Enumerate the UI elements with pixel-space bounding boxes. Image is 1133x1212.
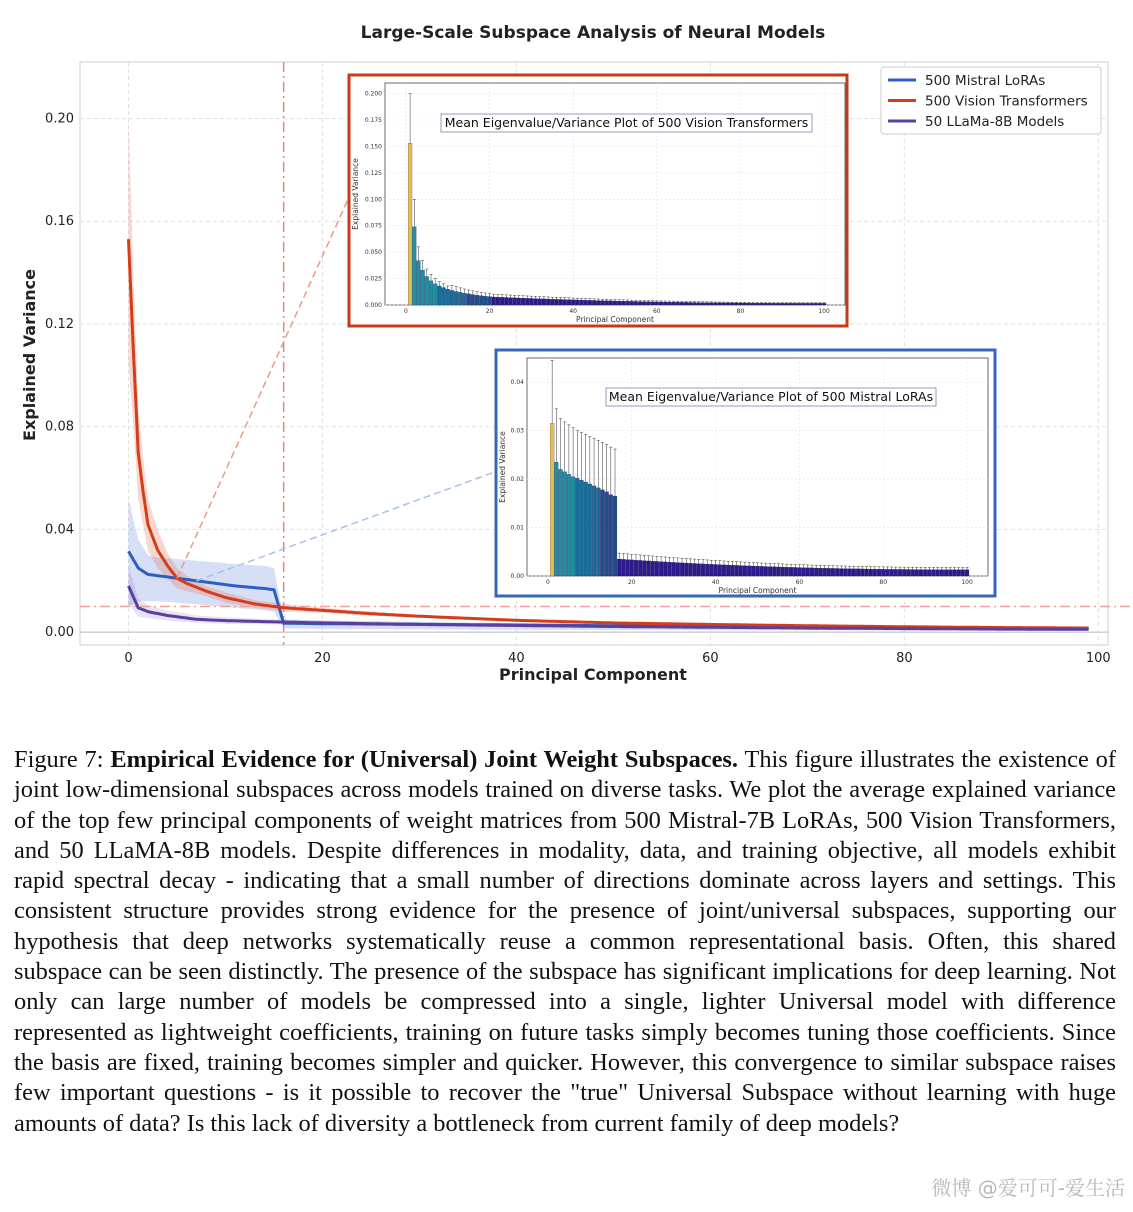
inset-bar: [525, 298, 529, 305]
inset-bar: [575, 300, 579, 305]
inset-bar: [542, 299, 546, 305]
inset-bar: [437, 286, 441, 305]
y-tick-label: 0.16: [45, 214, 74, 230]
inset-bar: [693, 303, 697, 306]
inset-y-axis-title: Explained Variance: [498, 431, 507, 503]
inset-y-tick-label: 0.100: [364, 196, 382, 204]
inset-bar: [555, 299, 559, 305]
inset-bar: [621, 559, 625, 576]
inset-bar: [605, 492, 609, 576]
inset-y-tick-label: 0.150: [364, 143, 382, 151]
inset-bar: [442, 288, 446, 305]
inset-bar: [417, 261, 421, 305]
inset-bar: [471, 295, 475, 305]
inset-bar: [714, 564, 718, 576]
inset-bar: [772, 567, 776, 576]
inset-bar: [663, 562, 667, 576]
inset-bar: [797, 303, 801, 305]
inset-y-tick-label: 0.00: [510, 573, 524, 580]
inset-bar: [647, 302, 651, 305]
inset-bar: [739, 303, 743, 305]
inset-bar: [546, 299, 550, 305]
inset-y-axis-title: Explained Variance: [351, 158, 360, 230]
inset-bar: [408, 143, 412, 305]
inset-bar: [575, 478, 579, 576]
inset-bar: [630, 301, 634, 305]
inset-bar: [776, 303, 780, 305]
inset-bar: [596, 301, 600, 305]
inset-bar: [701, 303, 705, 305]
inset-bar: [785, 567, 789, 576]
inset-bar: [584, 482, 588, 576]
inset-bar: [869, 569, 873, 576]
inset-bar: [580, 300, 584, 305]
inset-y-tick-label: 0.03: [510, 427, 524, 435]
inset-bar: [777, 567, 781, 576]
inset-x-tick-label: 60: [795, 579, 804, 586]
inset-bar: [454, 291, 458, 305]
inset-y-tick-label: 0.125: [364, 169, 382, 177]
inset-bar: [500, 297, 504, 305]
inset-bar: [621, 301, 625, 305]
legend-label: 50 LLaMa-8B Models: [925, 114, 1065, 130]
inset-bar: [751, 566, 755, 576]
inset-bar: [709, 564, 713, 576]
inset-bar: [580, 480, 584, 576]
y-tick-label: 0.08: [45, 419, 74, 435]
inset-bar: [885, 569, 889, 576]
inset-bar: [663, 302, 667, 305]
inset-bar: [613, 301, 617, 305]
inset-bar: [676, 302, 680, 305]
inset-bar: [659, 562, 663, 576]
inset-bar: [550, 299, 554, 305]
inset-y-tick-label: 0.050: [364, 249, 382, 257]
inset-bar: [768, 567, 772, 576]
inset-bar: [822, 303, 826, 305]
inset-bar: [509, 298, 513, 305]
x-axis-title: Principal Component: [499, 665, 687, 684]
caption-label: Figure 7:: [14, 746, 104, 773]
inset-bar: [463, 293, 467, 305]
y-tick-label: 0.04: [45, 522, 74, 538]
inset-bar: [668, 562, 672, 576]
inset-bar: [877, 569, 881, 576]
inset-y-tick-label: 0.200: [364, 90, 382, 98]
inset-bar: [953, 570, 957, 576]
inset-bar: [780, 303, 784, 305]
inset-bar: [772, 303, 776, 305]
inset-bar: [680, 563, 684, 576]
inset-bar: [873, 569, 877, 576]
inset-title: Mean Eigenvalue/Variance Plot of 500 Vision Transformers: [444, 115, 809, 130]
inset-bar: [705, 303, 709, 305]
inset-bar: [927, 570, 931, 576]
inset-bar: [563, 472, 567, 576]
inset-bar: [609, 301, 613, 305]
inset-bar: [823, 568, 827, 576]
inset-bar: [588, 484, 592, 576]
inset-bar: [567, 474, 571, 576]
inset-bar: [932, 570, 936, 576]
inset-bar: [659, 302, 663, 305]
inset-x-tick-label: 20: [485, 308, 494, 315]
inset-bar: [667, 302, 671, 305]
inset-y-tick-label: 0.02: [510, 476, 524, 484]
inset-y-tick-label: 0.075: [364, 222, 382, 230]
inset-bar: [638, 560, 642, 576]
inset-bar: [911, 570, 915, 576]
inset-bar: [735, 565, 739, 576]
watermark: 微博 @爱可可-爱生活: [931, 1176, 1125, 1200]
inset-bar: [647, 561, 651, 576]
inset-bar: [672, 302, 676, 305]
inset-bar: [940, 570, 944, 576]
y-tick-label: 0.12: [45, 316, 74, 332]
inset-bar: [856, 569, 860, 576]
inset-bar: [513, 298, 517, 305]
inset-bar: [810, 568, 814, 576]
inset-bar: [743, 303, 747, 305]
inset-bar: [504, 297, 508, 305]
inset-bar: [592, 300, 596, 305]
inset-vit: [349, 75, 847, 326]
inset-bar: [915, 570, 919, 576]
inset-bar: [651, 561, 655, 576]
inset-bar: [764, 303, 768, 305]
inset-bar: [806, 568, 810, 576]
inset-bar: [554, 462, 558, 576]
inset-x-tick-label: 20: [627, 579, 636, 586]
inset-bar: [571, 300, 575, 305]
inset-y-tick-label: 0.175: [364, 117, 382, 124]
inset-bar: [726, 565, 730, 576]
inset-bar: [676, 563, 680, 576]
inset-bar: [881, 569, 885, 576]
inset-bar: [923, 570, 927, 576]
inset-bar: [818, 568, 822, 576]
inset-bar: [421, 270, 425, 305]
inset-bar: [747, 566, 751, 576]
inset-bar: [718, 303, 722, 305]
inset-bar: [718, 565, 722, 576]
inset-bar: [756, 566, 760, 576]
inset-bar: [751, 303, 755, 305]
inset-x-tick-label: 0: [546, 579, 550, 586]
inset-bar: [814, 568, 818, 576]
inset-bar: [814, 303, 818, 305]
inset-bar: [517, 298, 521, 305]
inset-bar: [768, 303, 772, 305]
inset-bar: [617, 301, 621, 305]
inset-bar: [634, 560, 638, 576]
inset-bar: [601, 301, 605, 305]
inset-bar: [642, 302, 646, 305]
inset-bar: [689, 563, 693, 576]
inset-bar: [734, 303, 738, 305]
inset-bar: [688, 302, 692, 305]
x-tick-label: 0: [124, 651, 133, 666]
inset-bar: [965, 570, 969, 576]
inset-bar: [697, 564, 701, 576]
inset-bar: [567, 300, 571, 305]
inset-x-axis-title: Principal Component: [718, 586, 797, 595]
inset-bar: [550, 423, 554, 576]
y-axis-title: Explained Variance: [20, 269, 39, 441]
inset-bar: [747, 303, 751, 305]
inset-bar: [789, 567, 793, 576]
inset-bar: [730, 565, 734, 576]
inset-bar: [701, 564, 705, 576]
inset-x-tick-label: 80: [736, 308, 745, 315]
inset-bar: [726, 303, 730, 305]
inset-bar: [467, 294, 471, 305]
inset-bar: [475, 295, 479, 305]
inset-bar: [446, 289, 450, 305]
inset-bar: [630, 560, 634, 576]
inset-bar: [739, 566, 743, 576]
inset-bar: [957, 570, 961, 576]
inset-bar: [764, 567, 768, 576]
legend-label: 500 Mistral LoRAs: [925, 73, 1046, 89]
inset-bar: [596, 488, 600, 576]
caption-heading: Empirical Evidence for (Universal) Joint Weight Subspaces.: [110, 746, 739, 773]
inset-bar: [898, 569, 902, 576]
inset-bar: [634, 301, 638, 305]
inset-bar: [839, 569, 843, 576]
inset-bar: [835, 568, 839, 576]
inset-y-tick-label: 0.000: [364, 302, 382, 309]
inset-x-tick-label: 0: [403, 308, 408, 315]
figure-caption: [14, 745, 1116, 1139]
inset-bar: [755, 303, 759, 305]
inset-bar: [538, 299, 542, 305]
inset-bar: [860, 569, 864, 576]
legend-label: 500 Vision Transformers: [925, 93, 1088, 110]
inset-bar: [638, 302, 642, 305]
inset-bar: [684, 563, 688, 576]
caption-body: This figure illustrates the existence of joint low-dimensional subspaces across models trained on diverse tasks. We plot the average explained variance of the top few principal components of weight matrices from 500 Mistral-7B LoRAs, 500 Vision Transformers, and 50 LLaMA-8B models. Despite differences in modality, data, and training objective, all models exhibit rapid spectral decay - indicating that a small number of directions dominate across layers and settings. This consistent structure provides strong evidence for the presence of joint/universal subspaces, supporting our hypothesis that deep networks systematically reuse a common representational basis. Often, this shared subspace can be seen distinctly. The presence of the subspace has significant implications for deep learning. Not only can large number of models be compressed into a single, lighter Universal model with difference represented as lightweight coefficients, training on future tasks simply becomes tuning those coefficients. Since the basis are fixed, training becomes simpler and quicker. However, this convergence to similar subspace raises few important questions - is it possible to recover the "true" Universal Subspace without learning with huge amounts of data? Is this lack of diversity a bottleneck from current family of deep models?: [14, 746, 1116, 1137]
inset-bar: [797, 568, 801, 576]
inset-x-tick-label: 80: [879, 579, 888, 586]
inset-bar: [588, 300, 592, 305]
inset-y-tick-label: 0.01: [510, 524, 524, 532]
inset-bar: [559, 469, 563, 576]
inset-bar: [890, 569, 894, 576]
inset-bar: [793, 303, 797, 305]
inset-bar: [894, 569, 898, 576]
inset-bar: [713, 303, 717, 305]
inset-bar: [529, 298, 533, 305]
inset-bar: [450, 290, 454, 305]
inset-bar: [760, 566, 764, 576]
inset-bar: [818, 303, 822, 305]
inset-title: Mean Eigenvalue/Variance Plot of 500 Mistral LoRAs: [608, 389, 934, 404]
x-tick-label: 80: [896, 651, 913, 666]
inset-bar: [844, 569, 848, 576]
inset-bar: [651, 302, 655, 305]
inset-bar: [705, 564, 709, 576]
inset-bar: [906, 569, 910, 576]
inset-y-tick-label: 0.04: [510, 379, 524, 387]
inset-bar: [730, 303, 734, 305]
inset-bar: [483, 296, 487, 305]
inset-bar: [684, 302, 688, 305]
inset-bar: [697, 303, 701, 305]
inset-bar: [759, 303, 763, 305]
inset-bar: [848, 569, 852, 576]
inset-x-axis-title: Principal Component: [576, 315, 654, 324]
inset-bar: [781, 567, 785, 576]
inset-bar: [827, 568, 831, 576]
inset-y-tick-label: 0.025: [364, 275, 382, 283]
inset-bar: [626, 301, 630, 305]
inset-bar: [680, 302, 684, 305]
inset-bar: [592, 486, 596, 576]
inset-bar: [810, 303, 814, 305]
inset-x-tick-label: 40: [711, 579, 720, 586]
inset-bar: [802, 568, 806, 576]
inset-bar: [584, 300, 588, 305]
x-tick-label: 100: [1085, 651, 1111, 666]
inset-bar: [785, 303, 789, 305]
inset-bar: [429, 281, 433, 305]
inset-bar: [433, 284, 437, 305]
x-tick-label: 20: [314, 651, 331, 666]
inset-bar: [613, 496, 617, 576]
inset-x-tick-label: 40: [569, 308, 578, 315]
inset-bar: [805, 303, 809, 305]
y-tick-label: 0.20: [45, 111, 74, 127]
inset-bar: [412, 227, 416, 305]
inset-bar: [936, 570, 940, 576]
inset-x-tick-label: 100: [961, 579, 973, 586]
inset-bar: [425, 276, 429, 305]
inset-bar: [852, 569, 856, 576]
inset-bar: [534, 299, 538, 305]
inset-x-tick-label: 60: [652, 308, 661, 315]
inset-bar: [919, 570, 923, 576]
inset-mistral: [496, 350, 995, 596]
inset-bar: [793, 567, 797, 576]
inset-bar: [458, 292, 462, 305]
inset-bar: [479, 296, 483, 305]
inset-bar: [722, 303, 726, 305]
inset-bar: [655, 302, 659, 305]
inset-bar: [961, 570, 965, 576]
y-tick-label: 0.00: [45, 625, 74, 641]
inset-x-tick-label: 100: [818, 308, 830, 315]
inset-bar: [693, 563, 697, 576]
inset-bar: [642, 561, 646, 576]
inset-bar: [609, 495, 613, 576]
inset-bar: [944, 570, 948, 576]
inset-bar: [743, 566, 747, 576]
inset-bar: [865, 569, 869, 576]
inset-bar: [789, 303, 793, 305]
inset-bar: [605, 301, 609, 305]
inset-bar: [902, 569, 906, 576]
inset-bar: [617, 559, 621, 576]
inset-bar: [831, 568, 835, 576]
inset-bar: [521, 298, 525, 305]
x-tick-label: 40: [508, 651, 525, 666]
inset-bar: [626, 560, 630, 576]
inset-bar: [709, 303, 713, 305]
x-tick-label: 60: [702, 651, 719, 666]
inset-bar: [563, 300, 567, 305]
inset-bar: [492, 297, 496, 305]
inset-bar: [722, 565, 726, 576]
legend: [881, 67, 1101, 134]
inset-bar: [601, 490, 605, 576]
inset-bar: [559, 299, 563, 305]
inset-bar: [488, 297, 492, 305]
inset-bar: [655, 561, 659, 576]
inset-bar: [571, 477, 575, 576]
chart-title: Large-Scale Subspace Analysis of Neural Models: [360, 23, 826, 43]
inset-bar: [496, 297, 500, 305]
inset-bar: [672, 562, 676, 576]
inset-bar: [948, 570, 952, 576]
inset-bar: [801, 303, 805, 305]
